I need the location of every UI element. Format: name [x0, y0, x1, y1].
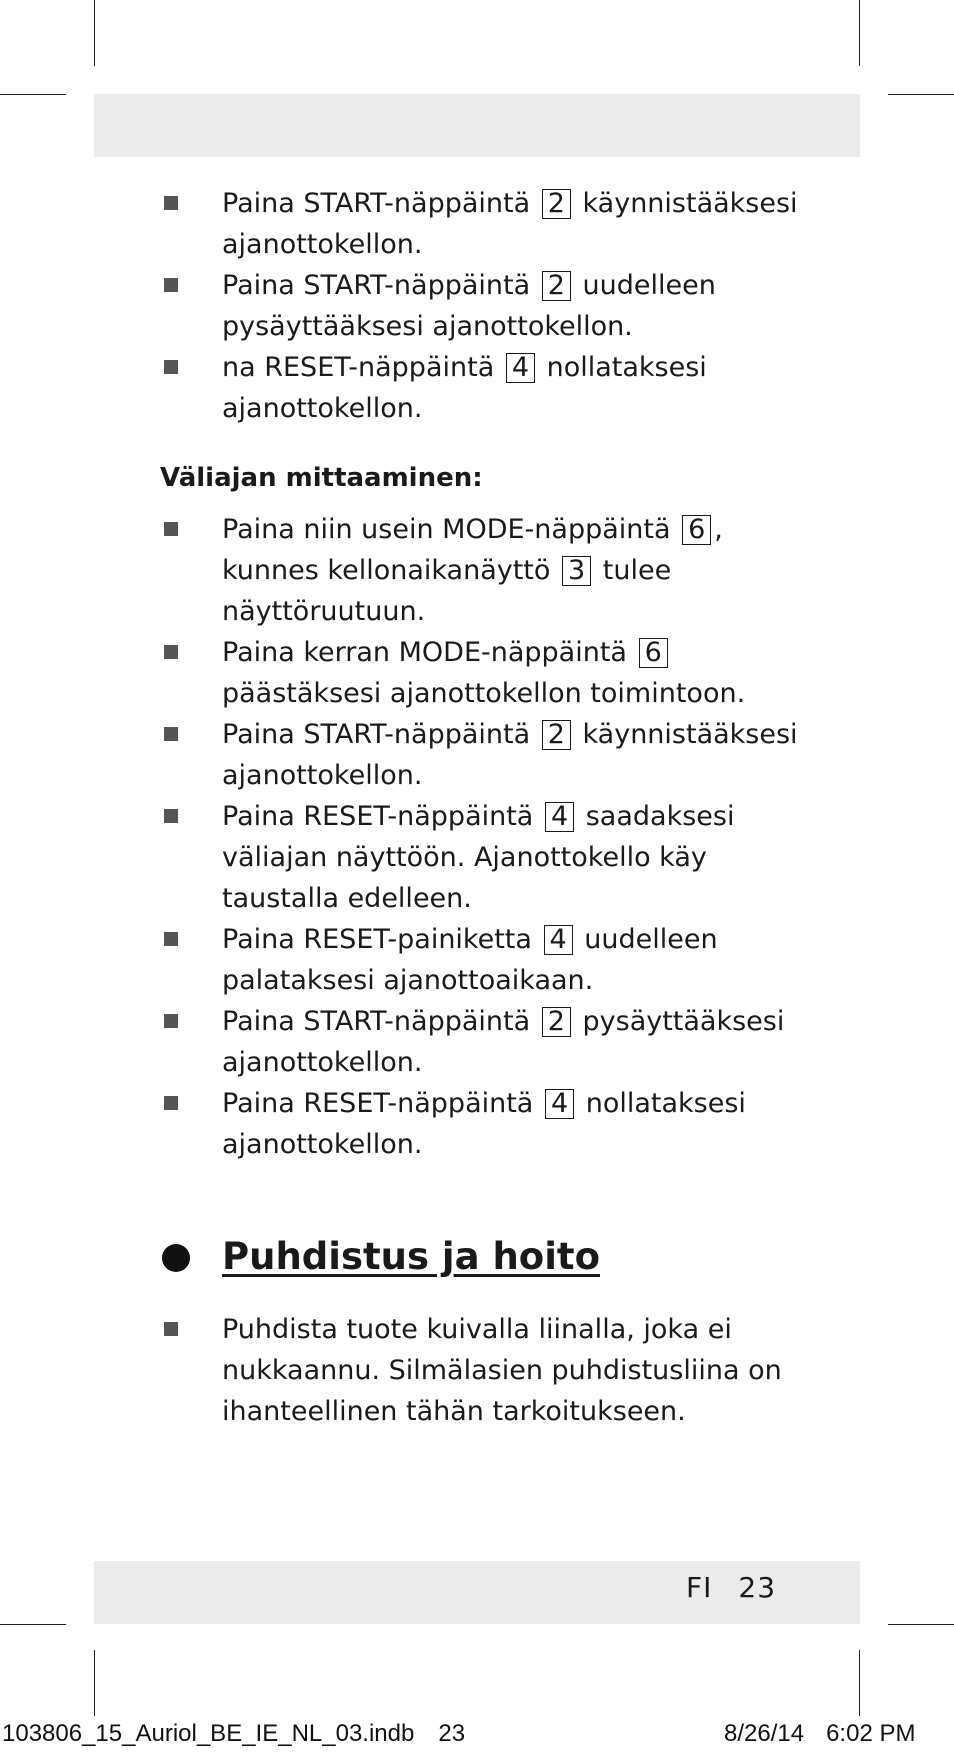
crop-mark — [0, 94, 66, 95]
crop-mark — [859, 0, 860, 66]
key-reference: 2 — [542, 1007, 571, 1037]
key-reference: 4 — [545, 802, 574, 832]
split-time-heading: Väliajan mittaaminen: — [160, 463, 483, 493]
page-number — [686, 1571, 776, 1604]
bullet-square-icon — [164, 932, 178, 946]
list-item: Puhdista tuote kuivalla liinalla, joka ei nukkaannu. Silmälasien puhdistusliina on ihanteellinen tähän tarkoitukseen. — [160, 1309, 800, 1432]
crop-mark — [94, 1650, 95, 1716]
list-item: Paina RESET-näppäintä 4 saadaksesi väliajan näyttöön. Ajanottokello käy taustalla edelleen. — [160, 796, 800, 919]
bullet-square-icon — [164, 1322, 178, 1336]
crop-mark — [94, 0, 95, 66]
list-item: Paina START-näppäintä 2 uudelleen pysäyttääksesi ajanottokellon. — [160, 265, 800, 347]
header-band — [94, 94, 860, 157]
split-time-steps — [160, 509, 800, 1165]
bullet-square-icon — [164, 727, 178, 741]
bullet-square-icon — [164, 1014, 178, 1028]
bullet-square-icon — [164, 360, 178, 374]
list-item: Paina niin usein MODE-näppäintä 6 , kunnes kellonaikanäyttö 3 tulee näyttöruutuun. — [160, 509, 800, 632]
section-title: Puhdistus ja hoito — [160, 1235, 800, 1279]
key-reference: 4 — [545, 1089, 574, 1119]
slug-file: 103806_15_Auriol_BE_IE_NL_03.indb 23 — [2, 1720, 466, 1747]
crop-mark — [888, 94, 954, 95]
list-item: Paina START-näppäintä 2 käynnistääksesi ajanottokellon. — [160, 714, 800, 796]
list-item: na RESET-näppäintä 4 nollataksesi ajanottokellon. — [160, 347, 800, 429]
bullet-square-icon — [164, 645, 178, 659]
bullet-square-icon — [164, 809, 178, 823]
bullet-square-icon — [164, 522, 178, 536]
crop-mark — [0, 1624, 66, 1625]
bullet-square-icon — [164, 196, 178, 210]
slug-datetime: 8/26/14 6:02 PM — [724, 1720, 916, 1747]
section-dot-icon — [162, 1244, 190, 1272]
key-reference: 2 — [542, 271, 571, 301]
language-code: FI — [686, 1571, 713, 1604]
list-item: Paina kerran MODE-näppäintä 6 päästäksesi ajanottokellon toimintoon. — [160, 632, 800, 714]
list-item: Paina RESET-näppäintä 4 nollataksesi ajanottokellon. — [160, 1083, 800, 1165]
key-reference: 6 — [639, 638, 668, 668]
key-reference: 2 — [542, 189, 571, 219]
key-reference: 2 — [542, 720, 571, 750]
stopwatch-steps — [160, 183, 800, 429]
bullet-square-icon — [164, 278, 178, 292]
list-item: Paina RESET-painiketta 4 uudelleen palataksesi ajanottoaikaan. — [160, 919, 800, 1001]
list-item: Paina START-näppäintä 2 käynnistääksesi ajanottokellon. — [160, 183, 800, 265]
crop-mark — [859, 1650, 860, 1716]
page-content — [160, 183, 800, 1432]
key-reference: 6 — [682, 515, 711, 545]
list-item: Paina START-näppäintä 2 pysäyttääksesi ajanottokellon. — [160, 1001, 800, 1083]
key-reference: 4 — [506, 353, 535, 383]
key-reference: 3 — [562, 556, 591, 586]
key-reference: 4 — [544, 925, 573, 955]
crop-mark — [888, 1624, 954, 1625]
bullet-square-icon — [164, 1096, 178, 1110]
page-number-value: 23 — [738, 1571, 777, 1604]
